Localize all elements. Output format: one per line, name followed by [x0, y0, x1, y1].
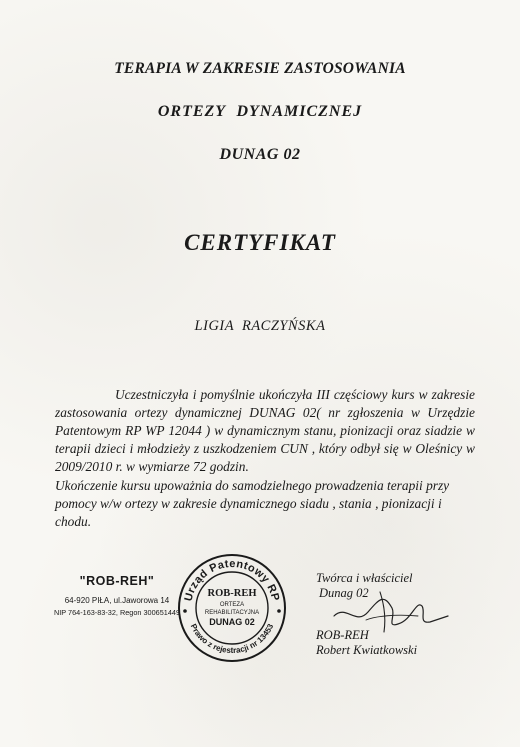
seal-top-text: Urząd Patentowy RP — [182, 557, 282, 603]
seal-center-product: DUNAG 02 — [209, 617, 255, 627]
handwritten-signature-icon — [326, 586, 456, 636]
signature-line-2: Dunag 02 — [319, 586, 369, 600]
seal-center-name: ROB-REH — [207, 588, 257, 599]
certificate-title: CERTYFIKAT — [184, 230, 336, 255]
body-paragraph-2: Ukończenie kursu upoważnia do samodzielnego prowadzenia terapii przy pomocy w/w ortezy w zakresie dynamicznego siadu , stania , pionizacji i chodu. — [55, 478, 450, 529]
header-line-1: TERAPIA W ZAKRESIE ZASTOSOWANIA — [114, 60, 406, 77]
signature-line-3: ROB-REH — [316, 628, 369, 642]
company-stamp-address: 64-920 PIŁA, ul.Jaworowa 14 — [64, 596, 170, 605]
company-stamp — [42, 574, 192, 617]
company-stamp-name: "ROB-REH" — [79, 574, 155, 588]
header-line-2: ORTEZY DYNAMICZNEJ — [157, 103, 363, 120]
signature-line-4: Robert Kwiatkowski — [316, 643, 418, 657]
company-stamp-ids: NIP 764-163-83-32, Regon 300651449 — [53, 608, 181, 617]
recipient-name: LIGIA RACZYŃSKA — [194, 318, 326, 334]
certificate-body — [55, 386, 475, 531]
signature-line-1: Twórca i właściciel — [316, 571, 413, 585]
body-paragraph-1: Uczestniczyła i pomyślnie ukończyła III częściowy kurs w zakresie zastosowania ortezy dynamicznej DUNAG 02( nr zgłoszenia w Urzędzie Patentowym RP WP 12044 ) w dynamicznym stanu, pionizacji oraz siadzie w terapii dzieci i młodzieży z uszkodzeniem CUN , który odbył się w Oleśnicy w 2009/2010 r. w wymiarze 72 godzin. — [55, 387, 475, 474]
seal-bottom-text: Prawo z rejestracji nr 13453 — [188, 622, 276, 656]
seal-center-line1: ORTEZA — [219, 602, 245, 608]
header-line-3: DUNAG 02 — [219, 146, 301, 163]
patent-seal-icon — [177, 553, 287, 663]
seal-center-line2: REHABILITACYJNA — [204, 610, 260, 616]
